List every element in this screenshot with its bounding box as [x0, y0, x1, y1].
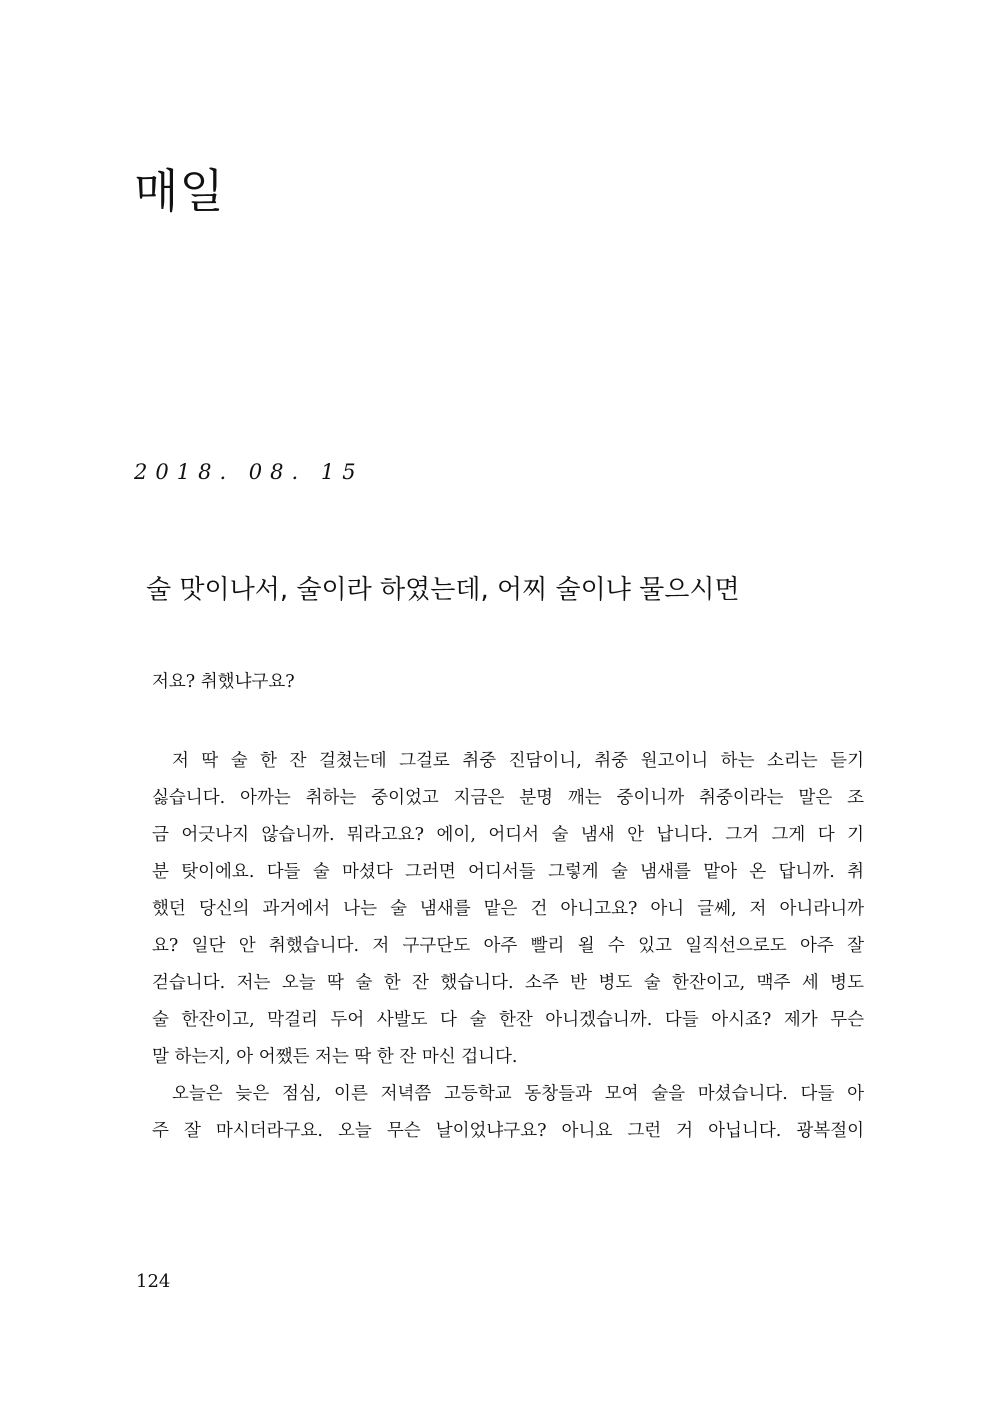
text-line: 술 한잔이고, 막걸리 두어 사발도 다 술 한잔 아니겠습니까. 다들 아시죠? 제가 무슨 — [152, 1010, 864, 1030]
text-line: 했던 당신의 과거에서 나는 술 냄새를 맡은 건 아니고요? 아니 글쎄, 저 아니라니까 — [152, 899, 864, 919]
text-line: 말 하는지, 아 어쨌든 저는 딱 한 잔 마신 겁니다. — [152, 1047, 518, 1067]
text-line: 싫습니다. 아까는 취하는 중이었고 지금은 분명 깨는 중이니까 취중이라는 말은 조 — [152, 788, 864, 808]
page-number: 124 — [136, 1271, 171, 1292]
chapter-title: 매일 — [134, 164, 225, 218]
text-line: 금 어긋나지 않습니까. 뭐라고요? 에이, 어디서 술 냄새 안 납니다. 그거 그게 다 기 — [152, 825, 864, 845]
entry-date: 2018. 08. 15 — [134, 460, 364, 484]
text-line: 요? 일단 안 취했습니다. 저 구구단도 아주 빨리 욀 수 있고 일직선으로도 아주 잘 — [152, 936, 864, 956]
text-line: 분 탓이에요. 다들 술 마셨다 그러면 어디서들 그렇게 술 냄새를 맡아 온 답니까. 취 — [152, 862, 864, 882]
text-line: 오늘은 늦은 점심, 이른 저녁쯤 고등학교 동창들과 모여 술을 마셨습니다. 다들 아 — [172, 1084, 864, 1104]
entry-heading: 술 맛이나서, 술이라 하였는데, 어찌 술이냐 물으시면 — [146, 575, 740, 605]
dialog-line: 저요? 취했냐구요? — [152, 672, 295, 692]
text-line: 주 잘 마시더라구요. 오늘 무슨 날이었냐구요? 아니요 그런 거 아닙니다. 광복절이 — [152, 1121, 864, 1141]
text-line: 걷습니다. 저는 오늘 딱 술 한 잔 했습니다. 소주 반 병도 술 한잔이고, 맥주 세 병도 — [152, 973, 864, 993]
text-line: 저 딱 술 한 잔 걸쳤는데 그걸로 취중 진담이니, 취중 원고이니 하는 소리는 듣기 — [172, 751, 864, 771]
body-paragraphs — [136, 743, 864, 1150]
